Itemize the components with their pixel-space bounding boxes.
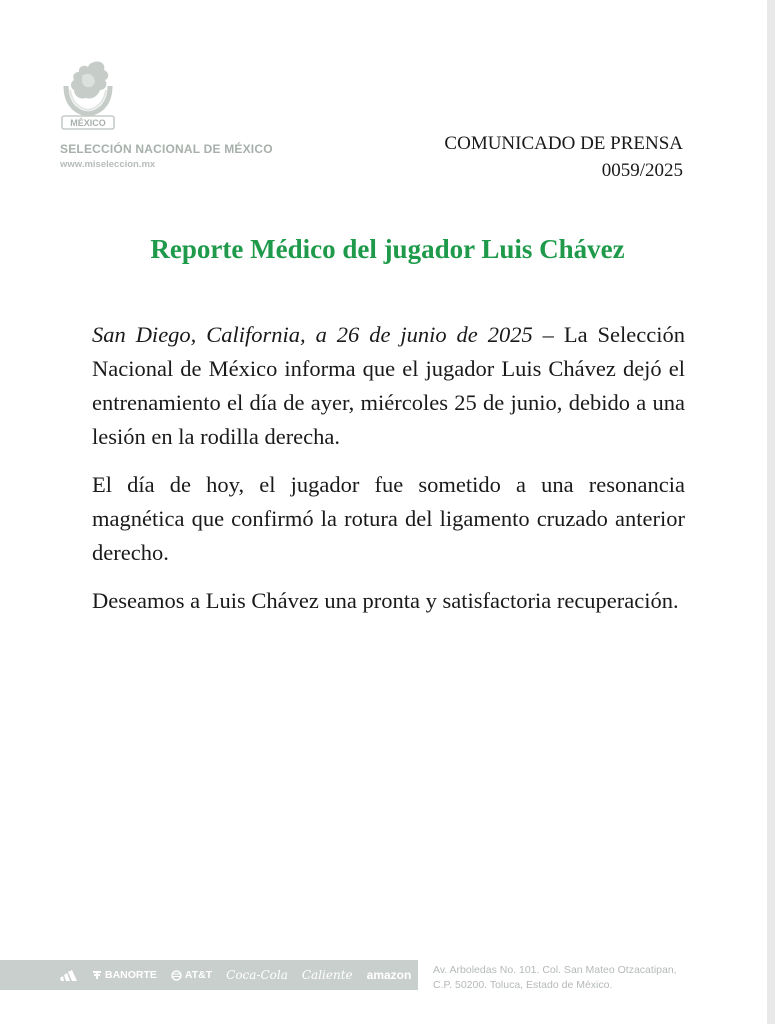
cocacola-logo: Coca-Cola — [226, 968, 288, 982]
press-release-label-block — [444, 130, 683, 184]
sponsor-band — [0, 960, 418, 990]
caliente-logo: Caliente — [301, 968, 353, 982]
mexico-crest-icon — [60, 56, 116, 136]
address-line-2: C.P. 50200. Toluca, Estado de México. — [433, 979, 613, 991]
org-name: SELECCIÓN NACIONAL DE MÉXICO — [60, 142, 273, 156]
page-right-edge — [767, 0, 775, 1024]
banorte-icon — [92, 970, 102, 980]
banorte-logo — [92, 969, 157, 981]
att-icon — [171, 970, 182, 981]
paragraph-3: Deseamos a Luis Chávez una pronta y satisfactoria recuperación. — [92, 588, 679, 613]
paragraph-1 — [92, 318, 685, 454]
address-line-1: Av. Arboledas No. 101. Col. San Mateo Otzacatipan, — [433, 964, 677, 976]
adidas-logo — [60, 969, 78, 981]
org-url: www.miseleccion.mx — [60, 159, 156, 170]
footer-address — [433, 963, 677, 993]
dateline-separator: – — [532, 322, 564, 347]
att-logo — [171, 969, 212, 981]
doc-number: 0059/2025 — [601, 160, 683, 181]
paragraph-2: El día de hoy, el jugador fue sometido a una resonancia magnética que confirmó la rotura del ligamento cruzado anterior derecho. — [92, 472, 685, 565]
dateline: San Diego, California, a 26 de junio de 2025 — [92, 322, 533, 347]
headline: Reporte Médico del jugador Luis Chávez — [150, 234, 625, 264]
crest-banner-text: MÉXICO — [70, 118, 106, 128]
body-text — [92, 318, 685, 632]
banorte-text: BANORTE — [105, 969, 157, 981]
adidas-icon — [60, 969, 78, 981]
doc-type: COMUNICADO DE PRENSA — [444, 133, 683, 154]
paragraph-1-text: La Selección Nacional de México informa que el jugador Luis Chávez dejó el entrenamiento el día de ayer, miércoles 25 de junio, debido a una lesión en la rodilla derecha. — [92, 322, 685, 449]
header-logo-block — [60, 56, 273, 170]
att-text: AT&T — [184, 969, 213, 981]
amazon-logo: amazon — [366, 968, 412, 982]
